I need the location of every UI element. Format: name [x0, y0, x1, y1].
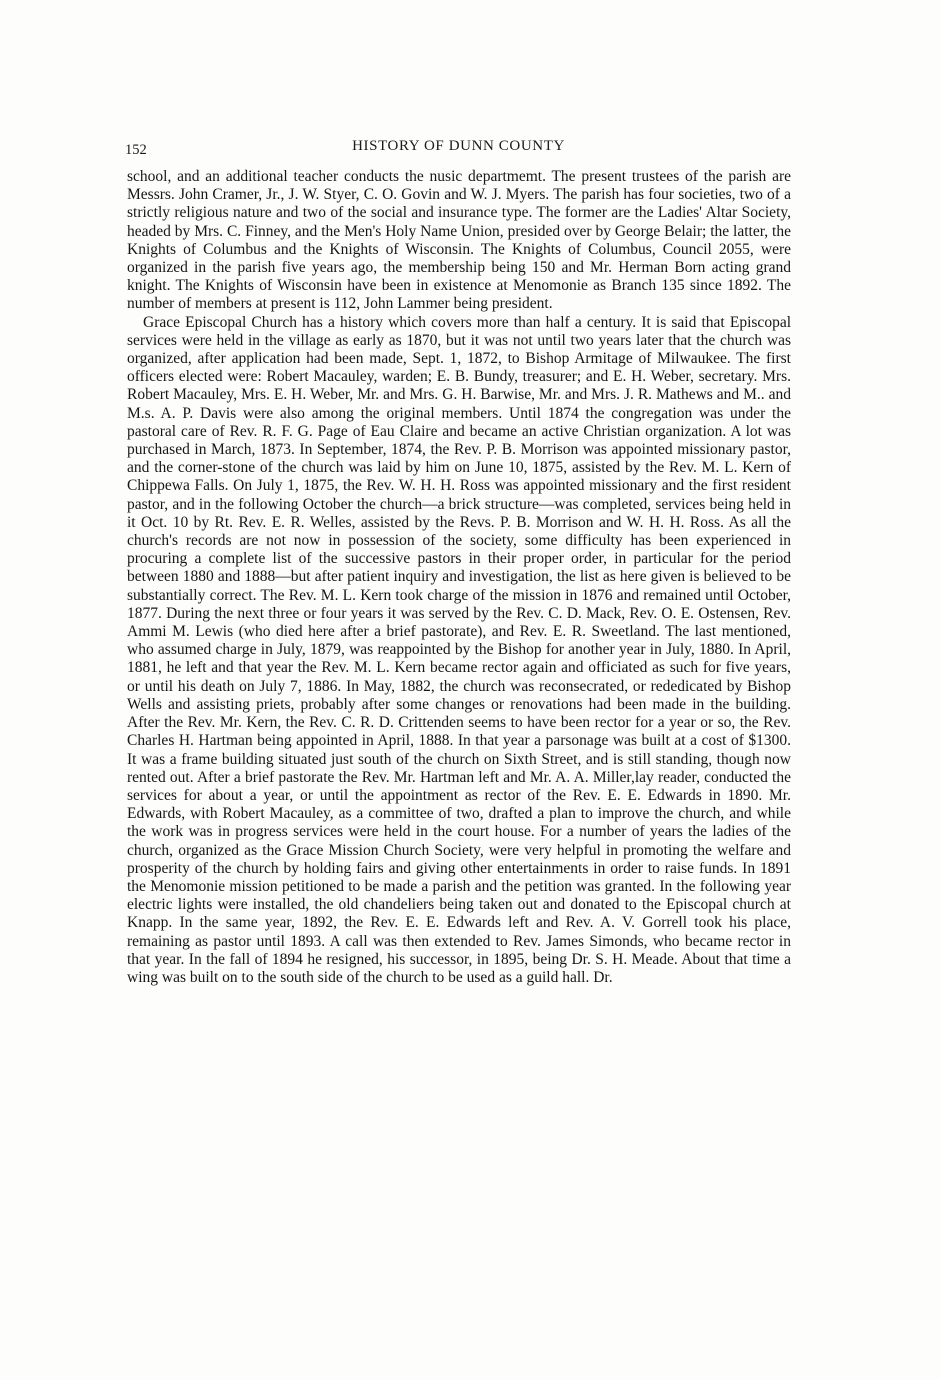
book-title: HISTORY OF DUNN COUNTY [352, 138, 565, 154]
paragraph-grace-episcopal-church: Grace Episcopal Church has a history which covers more than half a century. It is said that Episcopal services were held in the village as early as 1870, but it was not until two years later that the church was organized, after application had been made, Sept. 1, 1872, to Bishop Armitage of Milwaukee. The first officers elected were: Robert Macauley, warden; E. B. Bundy, treasurer; and E. H. Weber, secretary. Mrs. Robert Macauley, Mrs. E. H. Weber, Mr. and Mrs. G. H. Barwise, Mr. and Mrs. J. R. Mathews and M.. and M.s. A. P. Davis were also among the original members. Until 1874 the congregation was under the pastoral care of Rev. R. F. G. Page of Eau Claire and became an active Christian organization. A lot was purchased in March, 1873. In September, 1874, the Rev. P. B. Morrison was appointed missionary pastor, and the corner-stone of the church was laid by him on June 10, 1875, assisted by the Rev. M. L. Kern of Chippewa Falls. On July 1, 1875, the Rev. W. H. H. Ross was appointed missionary and the first resident pastor, and in the following October the church—a brick structure—was completed, services being held in it Oct. 10 by Rt. Rev. E. R. Welles, assisted by the Revs. P. B. Morrison and W. H. H. Ross. As all the church's records are not now in possession of the society, some difficulty has been experienced in procuring a complete list of the successive pastors in their proper order, in particular for the period between 1880 and 1888—but after patient inquiry and investigation, the list as here given is believed to be substantially correct. The Rev. M. L. Kern took charge of the mission in 1876 and remained until October, 1877. During the next three or four years it was served by the Rev. C. D. Mack, Rev. O. E. Ostensen, Rev. Ammi M. Lewis (who died here after a brief pastorate), and Rev. E. R. Sweetland. The last mentioned, who assumed charge in July, 1879, was reappointed by the Bishop for another year in July, 1880. In April, 1881, he left and that year the Rev. M. L. Kern became rector again and officiated as such for five years, or until his death on July 7, 1886. In May, 1882, the church was reconsecrated, or rededicated by Bishop Wells and assisting priets, probably after some changes or renovations had been made in the building. After the Rev. Mr. Kern, the Rev. C. R. D. Crittenden seems to have been rector for a year or so, the Rev. Charles H. Hartman being appointed in April, 1888. In that year a parsonage was built at a cost of $1300. It was a frame building situated just south of the church on Sixth Street, and is still standing, though now rented out. After a brief pastorate the Rev. Mr. Hartman left and Mr. A. A. Miller,lay reader, conducted the services for about a year, or until the appointment as rector of the Rev. E. E. Edwards in 1890. Mr. Edwards, with Robert Macauley, as a committee of two, drafted a plan to improve the church, and while the work was in progress services were held in the court house. For a number of years the ladies of the church, organized as the Grace Mission Church Society, were very helpful in promoting the welfare and prosperity of the church by holding fairs and giving other entertainments in order to raise funds. In 1891 the Menomonie mission petitioned to be made a parish and the petition was granted. In the following year electric lights were installed, the old chandeliers being taken out and donated to the Episcopal church at Knapp. In the same year, 1892, the Rev. E. E. Edwards left and Rev. A. V. Gorrell took his place, remaining as pastor until 1893. A call was then extended to Rev. James Simonds, who became rector in that year. In the fall of 1894 he resigned, his successor, in 1895, being Dr. S. H. Meade. About that time a wing was built on to the south side of the church to be used as a guild hall. Dr. [127, 313, 791, 986]
body-text [127, 168, 791, 987]
running-head [125, 138, 792, 158]
page-number: 152 [125, 142, 147, 158]
paragraph-knights-societies: school, and an additional teacher conducts the nusic departmemt. The present trustees of the parish are Messrs. John Cramer, Jr., J. W. Styer, C. O. Govin and W. J. Myers. The parish has four societies, two of a strictly religious nature and two of the social and insurance type. The former are the Ladies' Altar Society, headed by Mrs. C. Finney, and the Men's Holy Name Union, presided over by George Belair; the latter, the Knights of Columbus and the Knights of Wisconsin. The Knights of Columbus, Council 2055, were organized in the parish five years ago, the membership being 150 and Mr. Herman Born acting grand knight. The Knights of Wisconsin have been in existence at Menomonie as Branch 135 since 1892. The number of members at present is 112, John Lammer being president. [127, 168, 791, 313]
